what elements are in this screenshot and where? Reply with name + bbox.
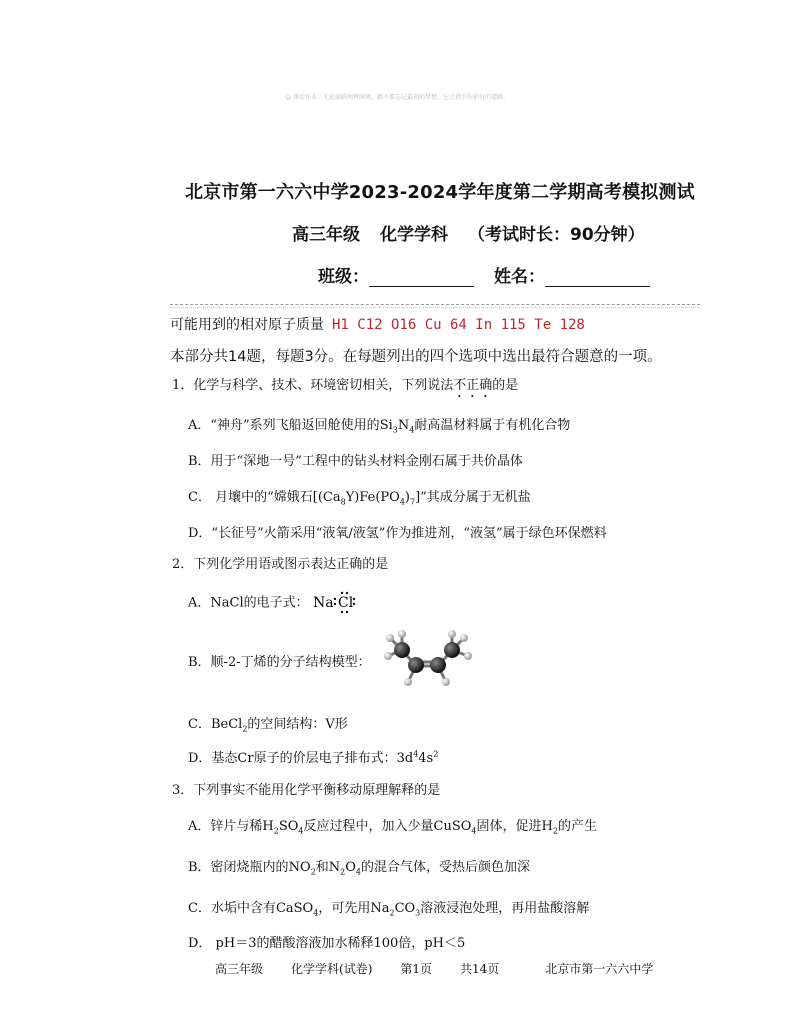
q3-c-text-1: C．水垢中含有 bbox=[188, 901, 276, 916]
q1-option-b[interactable]: B．用于“深地一号”工程中的钻头材料金刚石属于共价晶体 bbox=[188, 454, 523, 469]
q3-option-b[interactable] bbox=[188, 856, 530, 877]
na2co3-formula: $Na_2CO_3$ bbox=[370, 901, 421, 918]
no2-formula: $NO_2$ bbox=[288, 860, 316, 877]
divider-dotted bbox=[170, 307, 700, 308]
watermark: ☺ 课后作业：无论面临何种困境，都不要忘记最初的梦想，它会指引你前行的道路。 bbox=[284, 94, 510, 101]
q1-stem-text: 1．化学与科学、技术、环境密切相关，下列说法 bbox=[172, 378, 454, 393]
q1-stem-end: 的是 bbox=[492, 378, 519, 393]
question-2-stem: 2．下列化学用语或图示表达正确的是 bbox=[172, 557, 389, 572]
q2-option-b[interactable] bbox=[188, 651, 371, 670]
nacl-electron-dot-icon bbox=[313, 590, 361, 616]
q2-a-text: A．NaCl的电子式： bbox=[188, 595, 309, 611]
q2-option-c[interactable] bbox=[188, 713, 348, 734]
atomic-masses bbox=[170, 314, 585, 334]
cuso4-formula: CuSO$_4$ bbox=[433, 819, 477, 836]
duration-label: （考试时长：90分钟） bbox=[468, 225, 645, 245]
becl2-formula: BeCl$_2$ bbox=[210, 717, 248, 734]
q3-a-text-1: A．锌片与稀 bbox=[188, 819, 263, 834]
q3-option-d[interactable]: D． pH＝3的醋酸溶液加水稀释100倍，pH＜5 bbox=[188, 936, 466, 951]
cis-2-butene-model-icon bbox=[380, 626, 475, 688]
q3-b-text-3: 的混合气体，受热后颜色加深 bbox=[360, 860, 530, 875]
name-field[interactable] bbox=[545, 268, 650, 287]
class-label: 班级： bbox=[318, 267, 369, 287]
si3n4-formula: $Si_3N_4$ bbox=[379, 418, 415, 435]
name-line bbox=[318, 262, 670, 287]
q1-stem-emphasis: 不正确 bbox=[453, 378, 493, 393]
q1-c-text: C． 月壤中的“嫦娥石[ bbox=[188, 490, 318, 505]
h2-formula: $H_2$ bbox=[541, 819, 558, 836]
q3-a-text-4: 的产生 bbox=[557, 819, 597, 834]
cr-config-formula: $3d^44s^2$ bbox=[396, 749, 439, 766]
q2-option-d[interactable] bbox=[188, 747, 438, 766]
footer-page: 第1页 bbox=[400, 962, 433, 976]
q1-option-c[interactable] bbox=[188, 486, 531, 507]
q2-d-text: D．基态Cr原子的价层电子排布式： bbox=[188, 751, 397, 766]
class-field[interactable] bbox=[369, 268, 474, 287]
footer-grade: 高三年级 bbox=[215, 962, 264, 976]
page-footer bbox=[215, 960, 681, 977]
q1-a-text: A．“神舟”系列飞船返回舱使用的 bbox=[188, 418, 380, 433]
q1-a-text-end: 耐高温材料属于有机化合物 bbox=[414, 418, 571, 433]
q2-c-text: 的空间结构：V形 bbox=[247, 717, 348, 732]
q3-c-text-3: 溶液浸泡处理，再用盐酸溶解 bbox=[420, 901, 590, 916]
q3-option-a[interactable] bbox=[188, 815, 597, 836]
svg-text:Cl: Cl bbox=[337, 595, 353, 611]
q2-b-text: B．顺-2-丁烯的分子结构模型： bbox=[188, 655, 371, 670]
footer-school: 北京市第一六六中学 bbox=[545, 962, 654, 976]
q3-b-text-2: 和 bbox=[315, 860, 329, 875]
caso4-formula: CaSO$_4$ bbox=[275, 901, 319, 918]
n2o4-formula: $N_2O_4$ bbox=[328, 860, 361, 877]
section-instruction: 本部分共14题，每题3分。在每题列出的四个选项中选出最符合题意的一项。 bbox=[170, 349, 662, 365]
q3-option-c[interactable] bbox=[188, 897, 589, 918]
divider bbox=[170, 304, 700, 305]
q1-option-d[interactable]: D．“长征号”火箭采用“液氧/液氢”作为推进剂，“液氢”属于绿色环保燃料 bbox=[188, 526, 607, 541]
changeite-formula: $(Ca_8Y)Fe(PO_4)_7$ bbox=[317, 490, 416, 507]
q3-a-text-2: 反应过程中，加入少量 bbox=[303, 819, 434, 834]
q1-c-text-end: ]”其成分属于无机盐 bbox=[415, 490, 531, 505]
question-1-stem bbox=[172, 374, 518, 401]
q3-b-text-1: B．密闭烧瓶内的 bbox=[188, 860, 289, 875]
atomic-masses-label: 可能用到的相对原子质量 bbox=[170, 317, 324, 333]
exam-title: 北京市第一六六中学2023-2024学年度第二学期高考模拟测试 bbox=[185, 182, 695, 203]
q2-option-a[interactable] bbox=[188, 590, 361, 616]
exam-subtitle bbox=[292, 220, 665, 245]
name-label: 姓名： bbox=[494, 267, 545, 287]
grade-label: 高三年级 bbox=[292, 225, 360, 245]
atomic-masses-values: H1 C12 O16 Cu 64 In 115 Te 128 bbox=[332, 317, 585, 333]
q3-a-text-3: 固体，促进 bbox=[476, 819, 542, 834]
q1-option-a[interactable] bbox=[188, 414, 570, 435]
footer-total: 共14页 bbox=[460, 962, 500, 976]
footer-subject: 化学学科(试卷) bbox=[291, 962, 373, 976]
question-3-stem: 3．下列事实不能用化学平衡移动原理解释的是 bbox=[172, 783, 441, 798]
q3-c-text-2: ，可先用 bbox=[318, 901, 371, 916]
q2-c-label: C． bbox=[188, 717, 211, 732]
h2so4-formula: $H_2SO_4$ bbox=[262, 819, 304, 836]
subject-label: 化学学科 bbox=[380, 225, 448, 245]
svg-text:Na: Na bbox=[312, 595, 334, 611]
